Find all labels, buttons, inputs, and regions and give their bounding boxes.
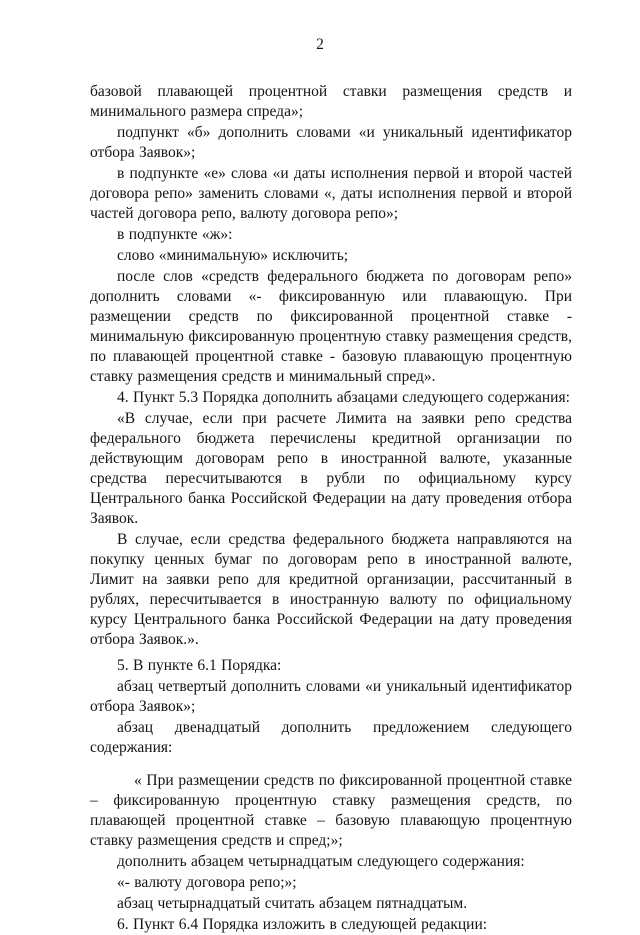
paragraph-17: 6. Пункт 6.4 Порядка изложить в следующей редакции:: [117, 916, 488, 933]
paragraph-14: дополнить абзацем четырнадцатым следующего содержания:: [117, 853, 525, 870]
paragraph-12: абзац двенадцатый дополнить предложением следующего содержания:: [90, 719, 572, 756]
paragraph-1: базовой плавающей процентной ставки размещения средств и минимального размера спреда»;: [90, 83, 572, 120]
paragraph-3: в подпункте «е» слова «и даты исполнения первой и второй частей договора репо» заменить словами «, даты исполнения первой и второй частей договора репо, валюту договора репо»;: [90, 165, 572, 222]
paragraph-10: 5. В пункте 6.1 Порядка:: [117, 657, 282, 674]
paragraph-15: «- валюту договора репо;»;: [117, 874, 297, 891]
paragraph-9: В случае, если средства федерального бюджета направляются на покупку ценных бумаг по договорам репо в иностранной валюте, Лимит на заявки репо для кредитной организации, рассчитанный в рублях, пересчитывается в иностранную валюту по официальному курсу Центрального банка Российской Федерации на дату проведения отбора Заявок.».: [90, 531, 572, 648]
page-number: 2: [316, 36, 324, 53]
paragraph-8: «В случае, если при расчете Лимита на заявки репо средства федерального бюджета перечислены кредитной организации по действующим договорам репо в иностранной валюте, указанные средства пересчитываются в рубли по официальному курсу Центрального банка Российской Федерации на дату проведения отбора Заявок.: [90, 410, 572, 527]
paragraph-11: абзац четвертый дополнить словами «и уникальный идентификатор отбора Заявок»;: [90, 678, 572, 715]
paragraph-16: абзац четырнадцатый считать абзацем пятнадцатым.: [117, 895, 468, 912]
paragraph-5: слово «минимальную» исключить;: [117, 247, 349, 264]
paragraph-6: после слов «средств федерального бюджета по договорам репо» дополнить словами «- фиксированную или плавающую. При размещении средств по фиксированной процентной ставке - минимальную фиксированную процентную ставку размещения средств, по плавающей процентной ставке - базовую плавающую процентную ставку размещения средств и минимальный спред».: [90, 268, 572, 385]
paragraph-2: подпункт «б» дополнить словами «и уникальный идентификатор отбора Заявок»;: [90, 124, 572, 161]
paragraph-4: в подпункте «ж»:: [117, 226, 233, 243]
paragraph-13: « При размещении средств по фиксированной процентной ставке – фиксированную процентную ставку размещения средств, по плавающей процентной ставке – базовую плавающую процентную ставку размещения средств и спред;»;: [90, 772, 572, 849]
paragraph-7: 4. Пункт 5.3 Порядка дополнить абзацами следующего содержания:: [117, 389, 570, 406]
document-body: [90, 82, 572, 935]
